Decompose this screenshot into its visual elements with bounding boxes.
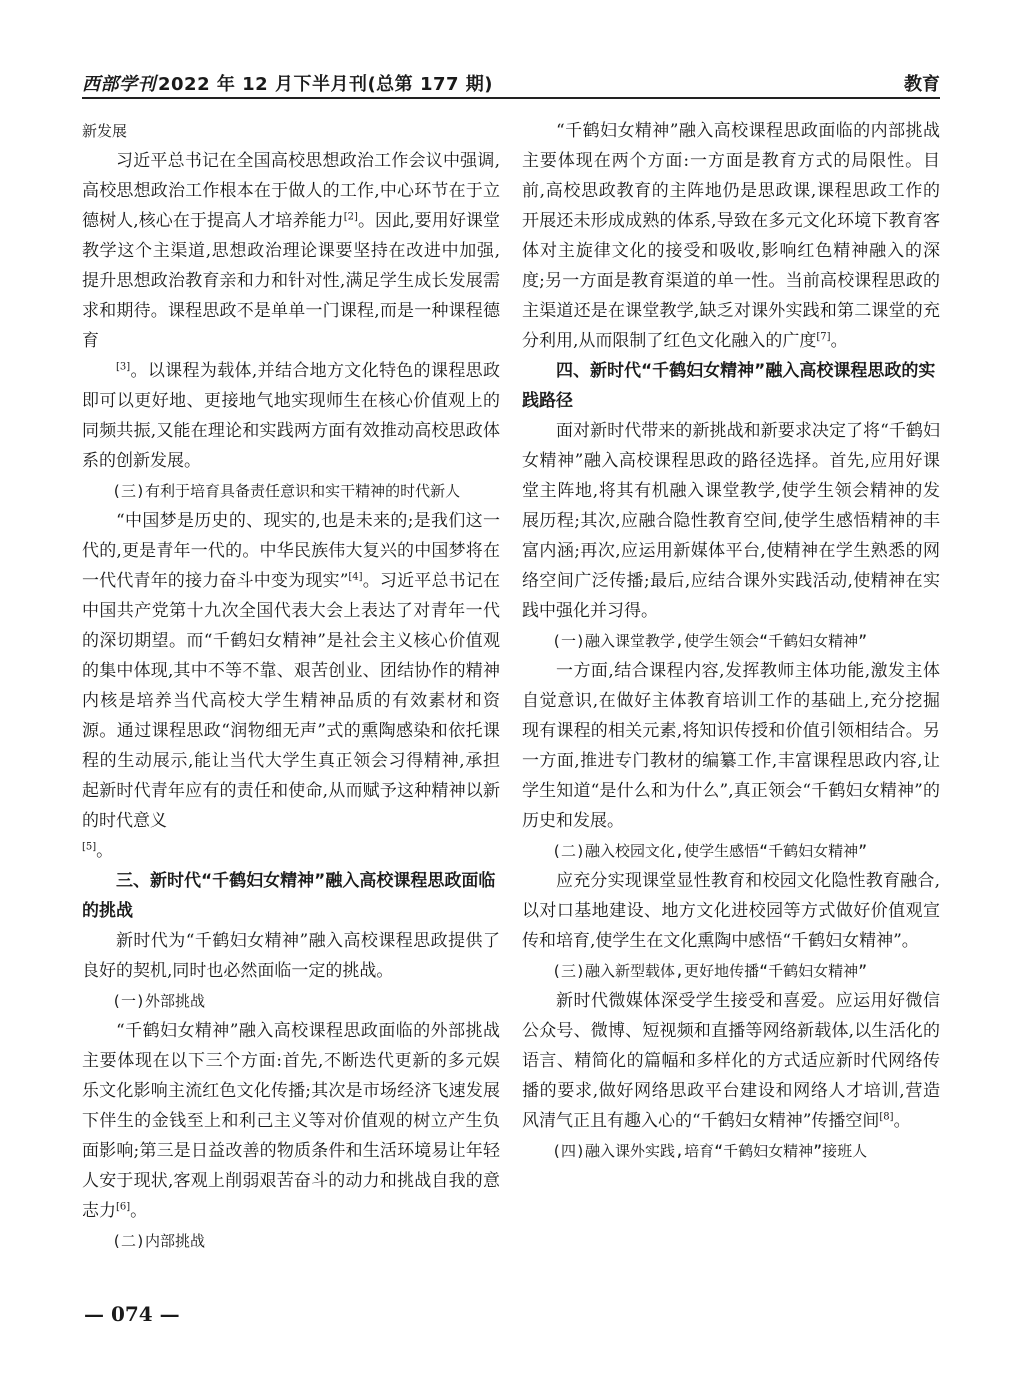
citation-ref: [4] <box>348 571 363 583</box>
paragraph <box>522 656 940 836</box>
section-tag: 教育 <box>904 74 940 95</box>
journal-masthead <box>82 70 493 96</box>
paragraph <box>522 866 940 956</box>
subsection-heading <box>82 476 500 506</box>
section-heading <box>522 356 940 416</box>
text-span: (三)有利于培育具备责任意识和实干精神的时代新人 <box>112 482 461 500</box>
text-span: 新时代为“千鹤妇女精神”融入高校课程思政提供了良好的契机,同时也必然面临一定的挑战。 <box>82 931 500 981</box>
citation-ref: [5] <box>82 841 97 853</box>
citation-ref: [6] <box>116 1201 131 1213</box>
text-span: “千鹤妇女精神”融入高校课程思政面临的内部挑战主要体现在两个方面:一方面是教育方式的局限性。目前,高校思政教育的主阵地仍是思政课,课程思政工作的开展还未形成成熟的体系,导致在多元文化环境下教育客体对主旋律文化的接受和吸收,影响红色精神融入的深度;另一方面是教育渠道的单一性。当前高校课程思政的主渠道还是在课堂教学,缺乏对课外实践和第二课堂的充分利用,从而限制了红色文化融入的广度 <box>522 121 940 351</box>
journal-name: 西部学刊 <box>82 74 156 95</box>
paragraph <box>82 1016 500 1226</box>
text-span-after: 。因此,要用好课堂教学这个主渠道,思想政治理论课要坚持在改进中加强,提升思想政治教育亲和力和针对性,满足学生成长发展需求和期待。课程思政不是单单一门课程,而是一种课程德育 <box>82 211 501 351</box>
text-span: (一)融入课堂教学,使学生领会“千鹤妇女精神” <box>552 632 868 650</box>
text-span: 新时代微媒体深受学生接受和喜爱。应运用好微信公众号、微博、短视频和直播等网络新载体,以生活化的语言、精简化的篇幅和多样化的方式适应新时代网络传播的要求,做好网络思政平台建设和网络人才培训,营造风清气正且有趣入心的“千鹤妇女精神”传播空间 <box>522 991 940 1131</box>
text-span: 习近平总书记在全国高校思想政治工作会议中强调,高校思想政治工作根本在于做人的工作,中心环节在于立德树人,核心在于提高人才培养能力 <box>82 151 500 231</box>
text-span: “中国梦是历史的、现实的,也是未来的;是我们这一代的,更是青年一代的。中华民族伟大复兴的中国梦将在一代代青年的接力奋斗中变为现实” <box>82 511 500 591</box>
paragraph <box>82 506 500 836</box>
text-span: “千鹤妇女精神”融入高校课程思政面临的外部挑战主要体现在以下三个方面:首先,不断迭代更新的多元娱乐文化影响主流红色文化传播;其次是市场经济飞速发展下伴生的金钱至上和利己主义等对价值观的树立产生负面影响;第三是日益改善的物质条件和生活环境易让年轻人安于现状,客观上削弱艰苦奋斗的动力和挑战自我的意志力 <box>82 1021 500 1221</box>
paragraph <box>82 146 500 356</box>
paragraph <box>522 986 940 1136</box>
citation-ref: [3] <box>116 361 131 373</box>
text-span-after: 。以课程为载体,并结合地方文化特色的课程思政即可以更好地、更接地气地实现师生在核心价值观上的同频共振,又能在理论和实践两方面有效推动高校思政体系的创新发展。 <box>82 361 500 471</box>
issue-info: 2022 年 12 月下半月刊(总第 177 期) <box>158 74 494 95</box>
paragraph <box>522 416 940 626</box>
text-span-after: 。 <box>830 331 848 351</box>
subsection-heading-continued <box>82 116 500 146</box>
subsection-heading <box>522 626 940 656</box>
paragraph <box>522 116 940 356</box>
text-span: (一)外部挑战 <box>112 992 206 1010</box>
text-span: (四)融入课外实践,培育“千鹤妇女精神”接班人 <box>552 1142 868 1160</box>
paragraph-continued <box>82 836 500 866</box>
text-span: 新发展 <box>82 122 128 140</box>
section-heading <box>82 866 500 926</box>
text-span-after: 。习近平总书记在中国共产党第十九次全国代表大会上表达了对青年一代的深切期望。而“千鹤妇女精神”是社会主义核心价值观的集中体现,其中不等不靠、艰苦创业、团结协作的精神内核是培养当代高校大学生精神品质的有效素材和资源。通过课程思政“润物细无声”式的熏陶感染和依托课程的生动展示,能让当代大学生真正领会习得精神,承担起新时代青年应有的责任和使命,从而赋予这种精神以新的时代意义 <box>82 571 500 831</box>
subsection-heading <box>522 956 940 986</box>
paragraph <box>82 926 500 986</box>
subsection-heading <box>522 836 940 866</box>
text-span-after: 。 <box>893 1111 911 1131</box>
text-span: 应充分实现课堂显性教育和校园文化隐性教育融合,以对口基地建设、地方文化进校园等方式做好价值观宣传和培育,使学生在文化熏陶中感悟“千鹤妇女精神”。 <box>522 871 940 951</box>
paragraph <box>82 356 500 476</box>
text-span-after: 。 <box>130 1201 148 1221</box>
text-span: 一方面,结合课程内容,发挥教师主体功能,激发主体自觉意识,在做好主体教育培训工作的基础上,充分挖掘现有课程的相关元素,将知识传授和价值引领相结合。另一方面,推进专门教材的编纂工作,丰富课程思政内容,让学生知道“是什么和为什么”,真正领会“千鹤妇女精神”的历史和发展。 <box>522 661 940 831</box>
subsection-heading <box>82 986 500 1016</box>
header-rule <box>82 97 940 99</box>
text-span: 面对新时代带来的新挑战和新要求决定了将“千鹤妇女精神”融入高校课程思政的路径选择。首先,应用好课堂主阵地,将其有机融入课堂教学,使学生领会精神的发展历程;其次,应融合隐性教育空间,使学生感悟精神的丰富内涵;再次,应运用新媒体平台,使精神在学生熟悉的网络空间广泛传播;最后,应结合课外实践活动,使精神在实践中强化并习得。 <box>522 421 940 621</box>
citation-ref: [7] <box>816 331 831 343</box>
running-header <box>82 66 940 98</box>
citation-ref: [8] <box>879 1111 894 1123</box>
text-span: (三)融入新型载体,更好地传播“千鹤妇女精神” <box>552 962 868 980</box>
right-column <box>522 116 940 1166</box>
subsection-heading <box>82 1226 500 1256</box>
text-span: (二)融入校园文化,使学生感悟“千鹤妇女精神” <box>552 842 868 860</box>
text-span-after: 。 <box>96 841 114 861</box>
left-column <box>82 116 500 1256</box>
text-span: 四、新时代“千鹤妇女精神”融入高校课程思政的实践路径 <box>522 361 936 411</box>
citation-ref: [2] <box>343 211 358 223</box>
text-span: (二)内部挑战 <box>112 1232 206 1250</box>
page-number: — 074 — <box>84 1302 180 1326</box>
text-span: 三、新时代“千鹤妇女精神”融入高校课程思政面临的挑战 <box>82 871 496 921</box>
subsection-heading <box>522 1136 940 1166</box>
